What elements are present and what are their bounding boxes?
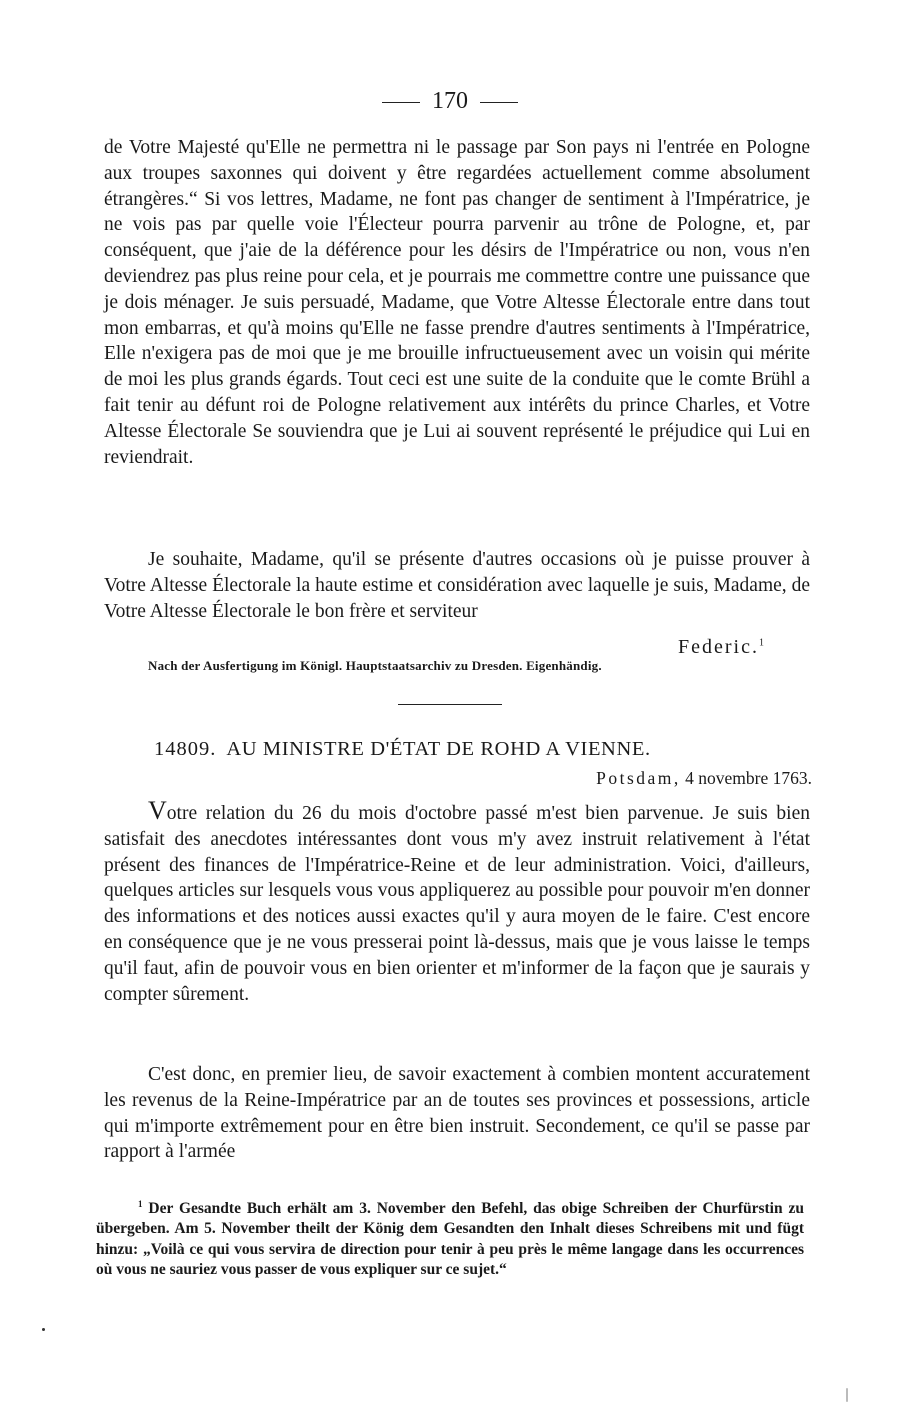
letter1-para2-text: Je souhaite, Madame, qu'il se présente d'autres occasions où je puisse prouver à Votre Altesse Électorale la haute estime et considération avec laquelle je suis, Madame, de Votre Altesse Électorale le bon frère et serviteur: [104, 549, 810, 622]
source-note: Nach der Ausfertigung im Königl. Hauptstaatsarchiv zu Dresden. Eigenhändig.: [148, 658, 602, 673]
letter2-para2-text: C'est donc, en premier lieu, de savoir exactement à combien montent accuratement les revenus de la Reine-Impératrice par an de toutes ses provinces et possessions, article qui m'importe extrêmement pour en être bien instruit. Secondement, ce qu'il se passe par rapport à l'armée: [104, 1064, 810, 1163]
letter2-paragraph-1: [104, 798, 810, 1007]
footnote-ref-mark: 1: [758, 637, 764, 649]
footnote: [96, 1194, 804, 1280]
page-header: [0, 86, 900, 116]
footnote-text: Der Gesandte Buch erhält am 3. November den Befehl, das obige Schreiben der Churfürstin zu übergeben. Am 5. November theilt der König dem Gesandten den Inhalt dieses Schreibens mit und fügt hinzu: „Voilà ce qui vous servira de direction pour tenir à peu près le même langage dans les occurrences où vous ne sauriez vous passer de vous expliquer sur ce sujet.“: [96, 1200, 804, 1279]
dateline-place: Potsdam,: [596, 768, 681, 788]
dropcap-letter: V: [148, 796, 167, 825]
document-heading: [154, 738, 834, 761]
document-number: 14809.: [154, 738, 217, 760]
scan-mark: [846, 1388, 848, 1402]
dateline-date: 4 novembre 1763.: [685, 768, 812, 788]
document-title: AU MINISTRE D'ÉTAT DE ROHD A VIENNE.: [226, 738, 651, 760]
footnote-paragraph: [96, 1194, 804, 1280]
letter2-para1-text: otre relation du 26 du mois d'octobre passé m'est bien parvenue. Je suis bien satisfait des anecdotes intéressantes dont vous m'y avez instruit relativement à l'état présent des finances de l'Impératrice-Reine et de leur administration. Voici, d'ailleurs, quelques articles sur lesquels vous vous appliquerez au possible pour pouvoir m'en donner des informations et des notices aussi exactes qu'il y aura moyen de le faire. C'est encore en conséquence que je ne vous presserai point là-dessus, mais que je vous laisse le temps qu'il faut, afin de pouvoir vous en bien orienter et m'informer de la façon que je saurais y compter sûrement.: [104, 803, 810, 1005]
footnote-mark: 1: [138, 1199, 143, 1209]
page-number: 170: [432, 88, 468, 114]
letter2-para1: [104, 798, 810, 1007]
letter2-paragraph-2: [104, 1062, 810, 1165]
signature: [678, 636, 764, 659]
scan-speck: [42, 1328, 45, 1331]
letter1-paragraph-1: [104, 135, 810, 470]
header-dash-left: [382, 102, 420, 103]
letter1-para1-text: de Votre Majesté qu'Elle ne permettra ni le passage par Son pays ni l'entrée en Pologne aux troupes saxonnes qui doivent y être regardées actuellement comme absolument étrangères.“ Si vos lettres, Madame, ne font pas changer de sentiment à l'Impératrice, je ne vois pas par quelle voie l'Électeur pourra parvenir au trône de Pologne, et, par conséquent, que j'aie de la déférence pour les désirs de l'Impératrice ou non, vous n'en deviendrez pas plus reine pour cela, et je pourrais me commettre contre une puissance que je dois ménager. Je suis persuadé, Madame, que Votre Altesse Électorale entre dans tout mon embarras, et qu'à moins qu'Elle ne fasse prendre d'autres sentiments à l'Impératrice, Elle n'exigera pas de moi que je me brouille infructueusement avec un voisin qui mérite de moi les plus grands égards. Tout ceci est une suite de la conduite que le comte Brühl a fait tenir au défunt roi de Pologne relativement aux intérêts du prince Charles, et Votre Altesse Électorale Se souviendra que je Lui ai souvent représenté le préjudice qui Lui en reviendrait.: [104, 137, 810, 468]
section-divider: [398, 704, 502, 705]
dateline: [530, 768, 812, 789]
header-dash-right: [480, 102, 518, 103]
letter1-paragraph-2: [104, 547, 810, 624]
signature-text: Federic.: [678, 636, 759, 658]
